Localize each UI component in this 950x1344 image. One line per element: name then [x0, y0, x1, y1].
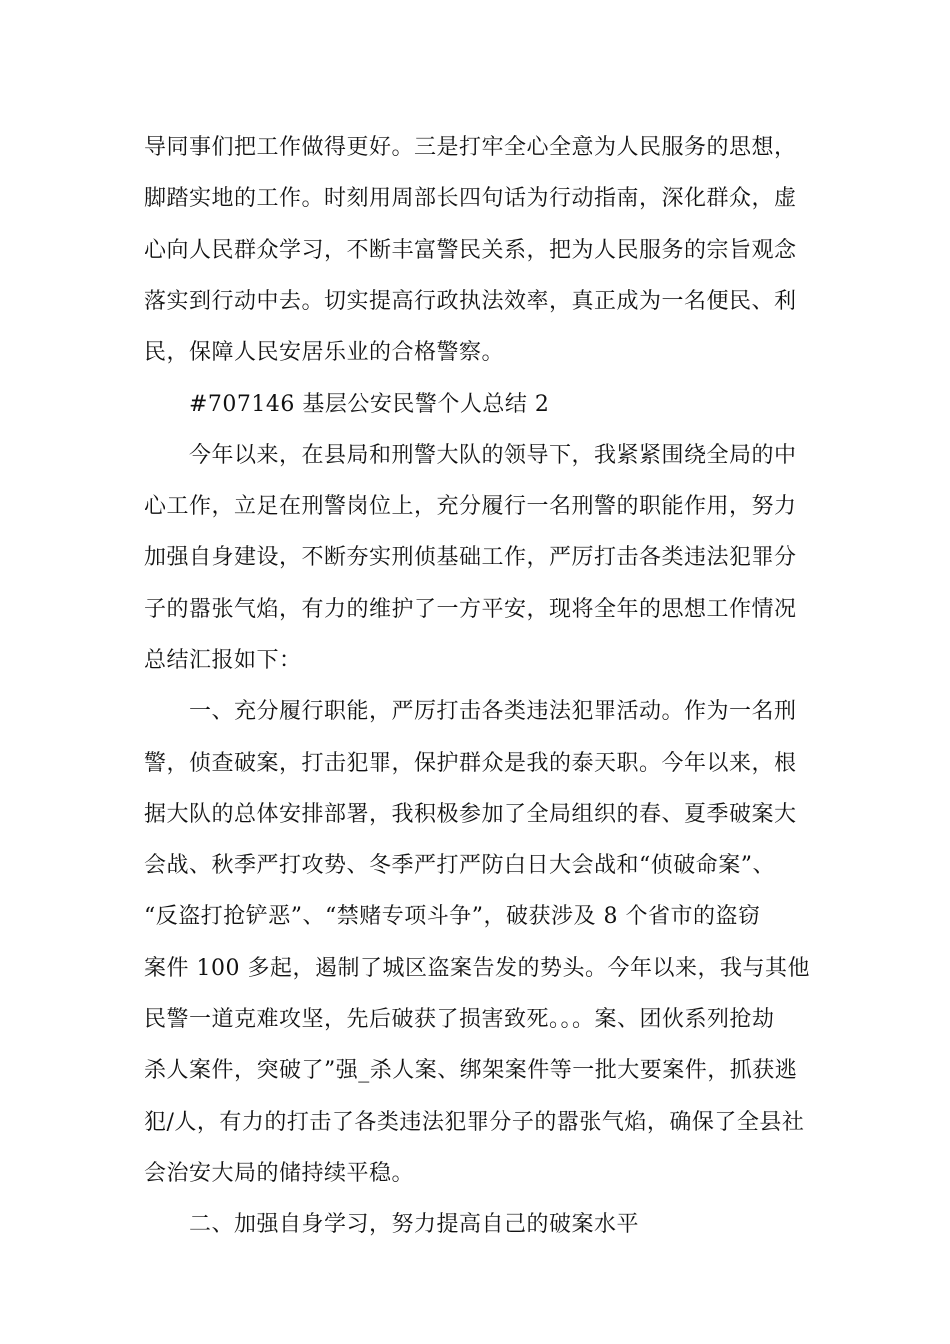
body-text-line: 警，侦查破案，打击犯罪，保护群众是我的泰天职。今年以来，根: [144, 751, 797, 776]
body-text-line: 犯/人，有力的打击了各类违法犯罪分子的嚣张气焰，确保了全县社: [144, 1110, 805, 1135]
body-text-line: 子的嚣张气焰，有力的维护了一方平安，现将全年的思想工作情况: [144, 597, 797, 622]
body-text-line: 导同事们把工作做得更好。三是打牢全心全意为人民服务的思想，: [144, 135, 797, 160]
section-heading: 二、加强自身学习，努力提高自己的破案水平: [189, 1212, 640, 1237]
body-text-line: 民警一道克难攻坚，先后破获了损害致死。。。案、团伙系列抢劫: [144, 1007, 775, 1032]
body-text-line: 会战、秋季严打攻势、冬季严打严防白日大会战和“侦破命案”、: [144, 853, 775, 878]
body-text-line: 脚踏实地的工作。时刻用周部长四句话为行动指南，深化群众，虚: [144, 186, 797, 211]
body-text-line: 加强自身建设，不断夯实刑侦基础工作，严厉打击各类违法犯罪分: [144, 545, 797, 570]
body-text-line: 落实到行动中去。切实提高行政执法效率，真正成为一名便民、利: [144, 289, 797, 314]
body-text-line: 心向人民群众学习，不断丰富警民关系，把为人民服务的宗旨观念: [144, 238, 797, 263]
body-text-line: 今年以来，在县局和刑警大队的领导下，我紧紧围绕全局的中: [189, 443, 797, 468]
body-text-line: 案件 100 多起，遏制了城区盗案告发的势头。今年以来，我与其他: [144, 956, 810, 981]
body-text-line: 杀人案件，突破了”强_杀人案、绑架案件等一批大要案件，抓获逃: [144, 1058, 798, 1083]
body-text-line: 据大队的总体安排部署，我积极参加了全局组织的春、夏季破案大: [144, 802, 797, 827]
body-text-line: 一、充分履行职能，严厉打击各类违法犯罪活动。作为一名刑: [189, 699, 797, 724]
body-text-line: 总结汇报如下：: [144, 648, 302, 673]
body-text-line: 心工作，立足在刑警岗位上，充分履行一名刑警的职能作用，努力: [144, 494, 797, 519]
section-heading: #707146 基层公安民警个人总结 2: [189, 392, 550, 417]
body-text-line: 民，保障人民安居乐业的合格警察。: [144, 340, 505, 365]
body-text-line: 会治安大局的储持续平稳。: [144, 1161, 415, 1186]
body-text-line: “反盗打抢铲恶”、“禁赌专项斗争”，破获涉及 8 个省市的盗窃: [144, 904, 761, 929]
